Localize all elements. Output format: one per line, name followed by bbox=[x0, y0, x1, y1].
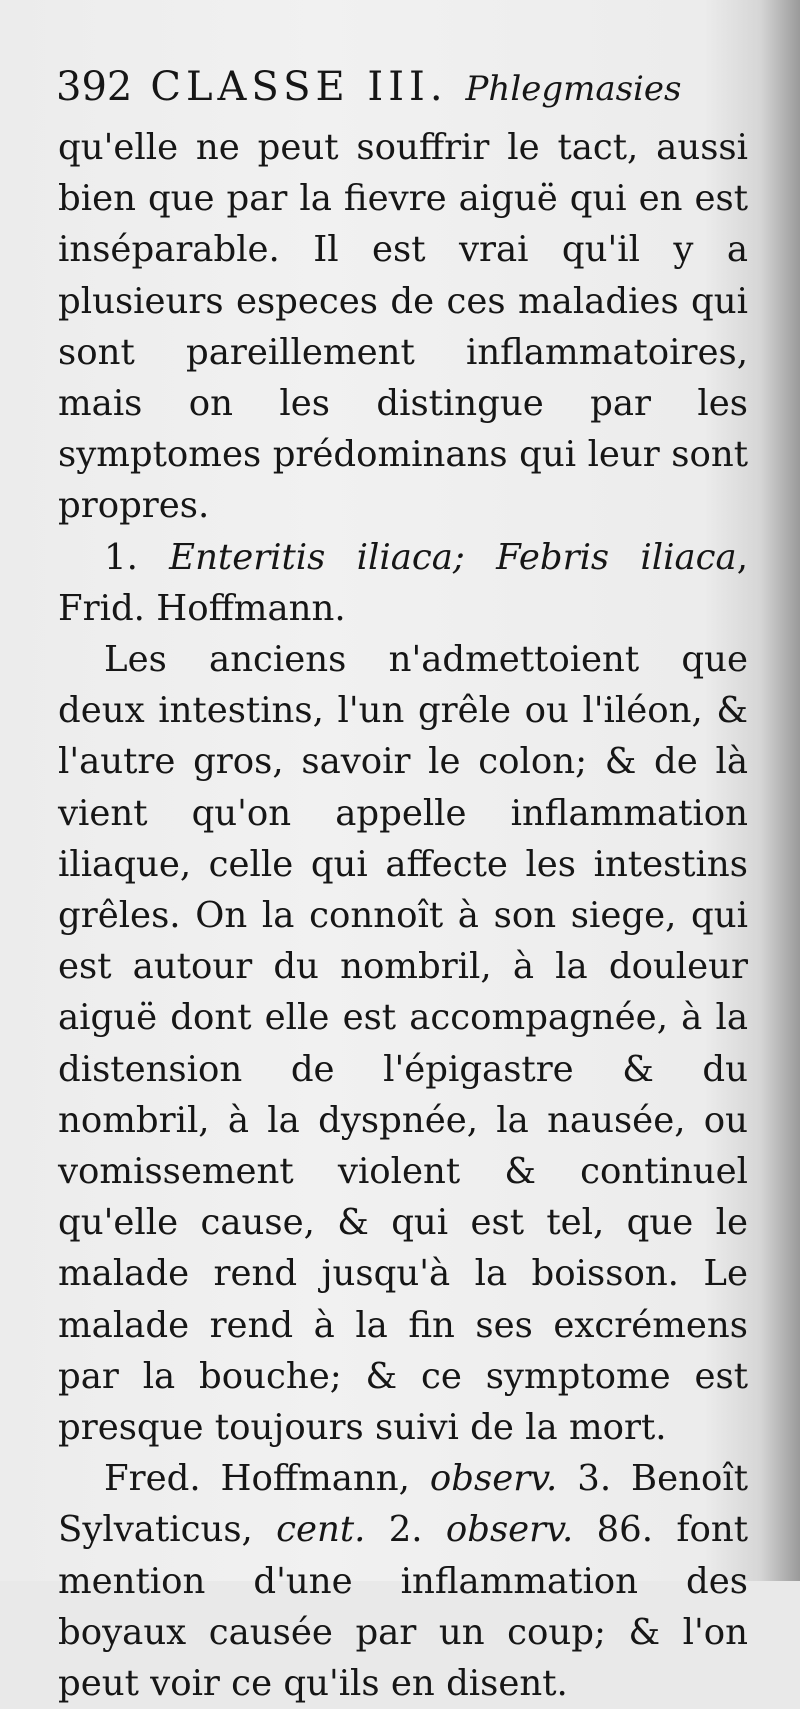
running-head-subject: Phlegmasies bbox=[465, 69, 682, 109]
section-heading bbox=[58, 532, 748, 634]
ref-cent-number: 2. bbox=[388, 1509, 423, 1551]
paragraph-continuation: qu'elle ne peut souffrir le tact, aussi bien que par la fievre aiguë qui en est inséparable. Il est vrai qu'il y a plusieurs especes de ces maladies qui sont pareillement inflammatoires, mais on les distingue par les symptomes prédominans qui leur sont propres. bbox=[58, 127, 748, 527]
section-author: , Frid. Hoffmann. bbox=[58, 536, 748, 629]
paragraph-references bbox=[58, 1453, 748, 1709]
ref-observ-1: observ. bbox=[429, 1458, 558, 1500]
running-header bbox=[56, 58, 746, 116]
page-body bbox=[58, 122, 748, 1709]
ref-closing-text: 86. font mention d'une inflammation des boyaux causée par un coup; & l'on peut voir ce qu'ils en disent. bbox=[58, 1509, 748, 1705]
section-number: 1. bbox=[104, 536, 138, 578]
ref-author-1: Fred. Hoffmann, bbox=[104, 1458, 410, 1500]
ref-observ-2: observ. bbox=[445, 1509, 574, 1551]
ref-cent: cent. bbox=[276, 1509, 366, 1551]
section-title-synonym: Febris iliaca bbox=[496, 536, 737, 578]
running-head-classe: CLASSE III. bbox=[150, 64, 448, 110]
page-number: 392 bbox=[56, 64, 133, 110]
paragraph-description: Les anciens n'admettoient que deux intestins, l'un grêle ou l'iléon, & l'autre gros, savoir le colon; & de là vient qu'on appelle inflammation iliaque, celle qui affecte les intestins grêles. On la connoît à son siege, qui est autour du nombril, à la douleur aiguë dont elle est accompagnée, à la distension de l'épigastre & du nombril, à la dyspnée, la nausée, ou vomissement violent & continuel qu'elle cause, & qui est tel, que le malade rend jusqu'à la boisson. Le malade rend à la fin ses excrémens par la bouche; & ce symptome est presque toujours suivi de la mort. bbox=[58, 639, 748, 1449]
section-title-latin: Enteritis iliaca; bbox=[169, 536, 465, 578]
ref-author-2: 3. Benoît Sylvaticus, bbox=[58, 1458, 748, 1551]
